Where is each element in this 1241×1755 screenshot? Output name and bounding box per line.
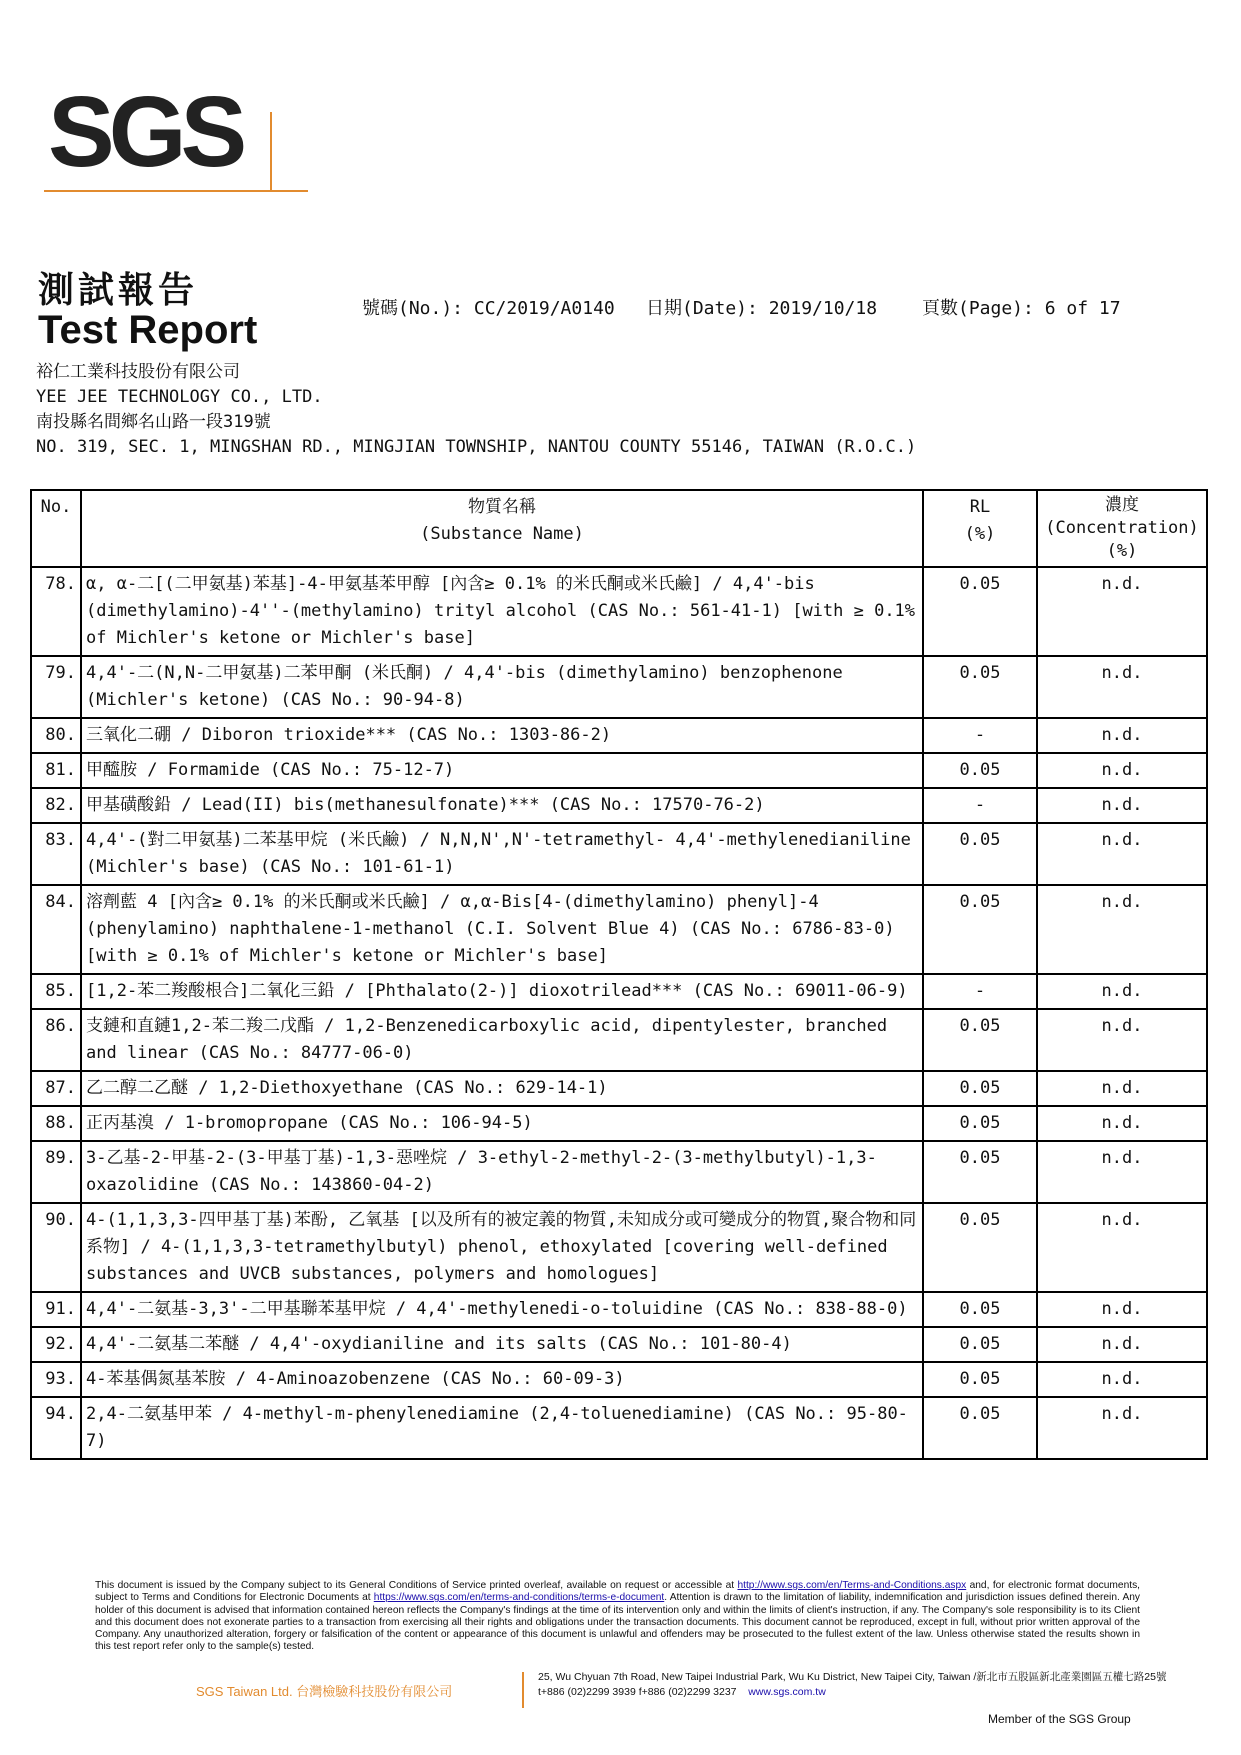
header-conc-unit: (%) <box>1106 541 1138 561</box>
table-row <box>31 1009 1207 1071</box>
table-row <box>31 718 1207 753</box>
substance-name: 三氧化二硼 / Diboron trioxide*** (CAS No.: 1303-86-2) <box>81 718 923 753</box>
substance-name: 乙二醇二乙醚 / 1,2-Diethoxyethane (CAS No.: 629-14-1) <box>81 1071 923 1106</box>
row-number: 81. <box>31 753 81 788</box>
concentration: n.d. <box>1037 1141 1207 1203</box>
concentration: n.d. <box>1037 823 1207 885</box>
reporting-limit: 0.05 <box>923 753 1037 788</box>
concentration: n.d. <box>1037 1292 1207 1327</box>
client-name-en: YEE JEE TECHNOLOGY CO., LTD. <box>36 387 323 407</box>
reporting-limit: - <box>923 974 1037 1009</box>
header-rl <box>923 490 1037 567</box>
client-name-cn: 裕仁工業科技股份有限公司 <box>36 362 240 382</box>
header-rl-label: RL <box>969 497 991 517</box>
reporting-limit: - <box>923 788 1037 823</box>
substance-name: 甲醯胺 / Formamide (CAS No.: 75-12-7) <box>81 753 923 788</box>
substance-name: α, α-二[(二甲氨基)苯基]-4-甲氨基苯甲醇 [內含≥ 0.1% 的米氏酮或米氏鹼] / 4,4'-bis (dimethylamino)-4''-(methylamino) trityl alcohol (CAS No.: 561-41-1) [with ≥ 0.1% of Michler's ketone or Michler's base] <box>81 567 923 656</box>
row-number: 78. <box>31 567 81 656</box>
substance-name: 4-(1,1,3,3-四甲基丁基)苯酚, 乙氧基 [以及所有的被定義的物質,未知成分或可變成分的物質,聚合物和同系物] / 4-(1,1,3,3-tetramethylbutyl) phenol, ethoxylated [covering well-defined substances and UVCB substances, polymers and homologues] <box>81 1203 923 1292</box>
title-cn: 測試報告 <box>38 269 199 311</box>
reporting-limit: - <box>923 718 1037 753</box>
substance-name: 4-苯基偶氮基苯胺 / 4-Aminoazobenzene (CAS No.: 60-09-3) <box>81 1362 923 1397</box>
footer-divider <box>522 1672 524 1708</box>
concentration: n.d. <box>1037 1362 1207 1397</box>
page-number: 頁數(Page): 6 of 17 <box>922 298 1121 319</box>
row-number: 84. <box>31 885 81 974</box>
client-info <box>36 360 916 460</box>
substance-name: 4,4'-二(N,N-二甲氨基)二苯甲酮 (米氏酮) / 4,4'-bis (dimethylamino) benzophenone (Michler's ketone) (CAS No.: 90-94-8) <box>81 656 923 718</box>
table-row <box>31 885 1207 974</box>
disclaimer-part-1: This document is issued by the Company subject to its General Conditions of Service printed overleaf, available on request or accessible at <box>95 1580 738 1591</box>
table-row <box>31 823 1207 885</box>
disclaimer-part-2: and, for electronic format documents, subject to Terms and Conditions for Electronic Documents at <box>95 1580 1140 1604</box>
title-en: Test Report <box>38 308 258 352</box>
substance-name: 正丙基溴 / 1-bromopropane (CAS No.: 106-94-5) <box>81 1106 923 1141</box>
header-conc-cn: 濃度 <box>1105 495 1139 515</box>
report-number: 號碼(No.): CC/2019/A0140 <box>362 298 615 319</box>
substance-name: 3-乙基-2-甲基-2-(3-甲基丁基)-1,3-惡唑烷 / 3-ethyl-2-methyl-2-(3-methylbutyl)-1,3-oxazolidine (CAS No.: 143860-04-2) <box>81 1141 923 1203</box>
logo-vertical-line <box>270 112 272 192</box>
concentration: n.d. <box>1037 788 1207 823</box>
substance-name: 支鏈和直鏈1,2-苯二羧二戊酯 / 1,2-Benzenedicarboxylic acid, dipentylester, branched and linear (CAS No.: 84777-06-0) <box>81 1009 923 1071</box>
table-row <box>31 753 1207 788</box>
table-row <box>31 1292 1207 1327</box>
substance-name: 4,4'-二氨基二苯醚 / 4,4'-oxydianiline and its salts (CAS No.: 101-80-4) <box>81 1327 923 1362</box>
table-row <box>31 1071 1207 1106</box>
reporting-limit: 0.05 <box>923 1141 1037 1203</box>
logo-underline <box>44 190 308 192</box>
concentration: n.d. <box>1037 718 1207 753</box>
row-number: 88. <box>31 1106 81 1141</box>
table-row <box>31 1397 1207 1459</box>
table-row <box>31 567 1207 656</box>
client-address-cn: 南投縣名間鄉名山路一段319號 <box>36 412 271 432</box>
substance-name: 甲基磺酸鉛 / Lead(II) bis(methanesulfonate)*** (CAS No.: 17570-76-2) <box>81 788 923 823</box>
header-rl-unit: (%) <box>964 524 996 544</box>
e-document-terms-link[interactable]: https://www.sgs.com/en/terms-and-conditions/terms-e-document <box>373 1592 665 1604</box>
table-row <box>31 1106 1207 1141</box>
table-row <box>31 1327 1207 1362</box>
substance-name: 4,4'-(對二甲氨基)二苯基甲烷 (米氏鹼) / N,N,N',N'-tetramethyl- 4,4'-methylenedianiline (Michler's base) (CAS No.: 101-61-1) <box>81 823 923 885</box>
table-row <box>31 1203 1207 1292</box>
concentration: n.d. <box>1037 753 1207 788</box>
reporting-limit: 0.05 <box>923 823 1037 885</box>
footer-phone: t+886 (02)2299 3939 f+886 (02)2299 3237 <box>538 1686 737 1698</box>
table-row <box>31 974 1207 1009</box>
header-substance <box>81 490 923 567</box>
row-number: 87. <box>31 1071 81 1106</box>
row-number: 94. <box>31 1397 81 1459</box>
footer-phone-web <box>538 1685 1166 1700</box>
row-number: 82. <box>31 788 81 823</box>
footer-disclaimer <box>95 1580 1140 1654</box>
footer-address: 25, Wu Chyuan 7th Road, New Taipei Industrial Park, Wu Ku District, New Taipei City, Taiwan /新北市五股區新北產業園區五權七路25號 <box>538 1671 1167 1683</box>
reporting-limit: 0.05 <box>923 1397 1037 1459</box>
concentration: n.d. <box>1037 1071 1207 1106</box>
concentration: n.d. <box>1037 885 1207 974</box>
reporting-limit: 0.05 <box>923 1071 1037 1106</box>
row-number: 93. <box>31 1362 81 1397</box>
row-number: 85. <box>31 974 81 1009</box>
concentration: n.d. <box>1037 1203 1207 1292</box>
row-number: 91. <box>31 1292 81 1327</box>
substance-name: [1,2-苯二羧酸根合]二氧化三鉛 / [Phthalato(2-)] dioxotrilead*** (CAS No.: 69011-06-9) <box>81 974 923 1009</box>
header-substance-en: (Substance Name) <box>420 524 584 544</box>
logo-text: SGS <box>48 76 242 188</box>
footer-member: Member of the SGS Group <box>988 1712 1131 1726</box>
substance-table <box>30 489 1208 1460</box>
substance-name: 4,4'-二氨基-3,3'-二甲基聯苯基甲烷 / 4,4'-methylenedi-o-toluidine (CAS No.: 838-88-0) <box>81 1292 923 1327</box>
header-substance-cn: 物質名稱 <box>468 497 536 517</box>
concentration: n.d. <box>1037 567 1207 656</box>
table-row <box>31 1362 1207 1397</box>
header-concentration <box>1037 490 1207 567</box>
concentration: n.d. <box>1037 974 1207 1009</box>
reporting-limit: 0.05 <box>923 1292 1037 1327</box>
row-number: 80. <box>31 718 81 753</box>
disclaimer-part-3: . Attention is drawn to the limitation of liability, indemnification and jurisdiction issues defined therein. Any holder of this document is advised that information contained hereon reflects the Company's findings at the time of its intervention only and within the limits of client's instruction, if any. The Company's sole responsibility is to its Client and this document does not exonerate parties to a transaction from exercising all their rights and obligations under the transaction documents. This document cannot be reproduced, except in full, without prior written approval of the Company. Any unauthorized alteration, forgery or falsification of the content or appearance of this document is unlawful and offenders may be prosecuted to the fullest extent of the law. Unless otherwise stated the results shown in this test report refer only to the sample(s) tested. <box>95 1592 1140 1653</box>
row-number: 83. <box>31 823 81 885</box>
terms-link[interactable]: http://www.sgs.com/en/Terms-and-Conditions.aspx <box>737 1580 967 1591</box>
substance-name: 溶劑藍 4 [內含≥ 0.1% 的米氏酮或米氏鹼] / α,α-Bis[4-(dimethylamino) phenyl]-4 (phenylamino) naphthalene-1-methanol (C.I. Solvent Blue 4) (CAS No.: 6786-83-0) [with ≥ 0.1% of Michler's ketone or Michler's base] <box>81 885 923 974</box>
substance-name: 2,4-二氨基甲苯 / 4-methyl-m-phenylenediamine (2,4-toluenediamine) (CAS No.: 95-80-7) <box>81 1397 923 1459</box>
table-header-row <box>31 490 1207 567</box>
table-row <box>31 656 1207 718</box>
table-row <box>31 788 1207 823</box>
row-number: 79. <box>31 656 81 718</box>
concentration: n.d. <box>1037 1106 1207 1141</box>
table-row <box>31 1141 1207 1203</box>
footer-contact <box>538 1670 1166 1700</box>
row-number: 89. <box>31 1141 81 1203</box>
reporting-limit: 0.05 <box>923 1203 1037 1292</box>
footer-web[interactable]: www.sgs.com.tw <box>748 1686 826 1698</box>
concentration: n.d. <box>1037 1397 1207 1459</box>
reporting-limit: 0.05 <box>923 656 1037 718</box>
header-no: No. <box>31 490 81 567</box>
concentration: n.d. <box>1037 656 1207 718</box>
footer-company: SGS Taiwan Ltd. 台灣檢驗科技股份有限公司 <box>196 1684 453 1699</box>
row-number: 90. <box>31 1203 81 1292</box>
concentration: n.d. <box>1037 1327 1207 1362</box>
reporting-limit: 0.05 <box>923 1009 1037 1071</box>
reporting-limit: 0.05 <box>923 1362 1037 1397</box>
reporting-limit: 0.05 <box>923 885 1037 974</box>
row-number: 92. <box>31 1327 81 1362</box>
row-number: 86. <box>31 1009 81 1071</box>
reporting-limit: 0.05 <box>923 1106 1037 1141</box>
reporting-limit: 0.05 <box>923 567 1037 656</box>
concentration: n.d. <box>1037 1009 1207 1071</box>
header-conc-en: (Concentration) <box>1045 518 1199 538</box>
report-date: 日期(Date): 2019/10/18 <box>646 298 878 319</box>
reporting-limit: 0.05 <box>923 1327 1037 1362</box>
client-address-en: NO. 319, SEC. 1, MINGSHAN RD., MINGJIAN TOWNSHIP, NANTOU COUNTY 55146, TAIWAN (R.O.C.) <box>36 437 917 457</box>
